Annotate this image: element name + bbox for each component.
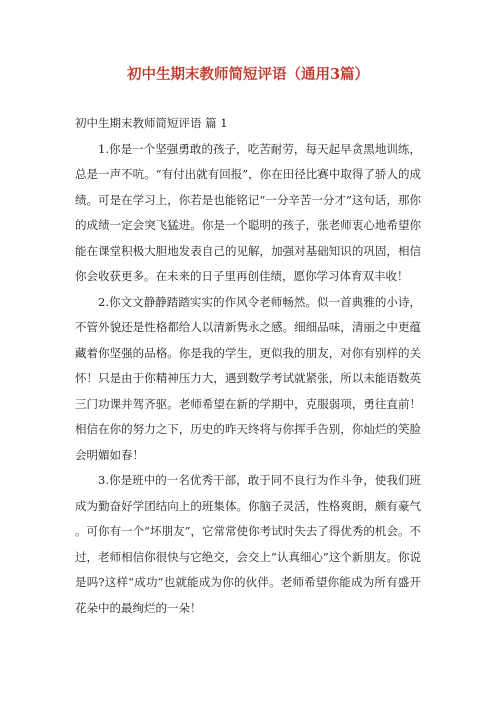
paragraph-3: 3.你是班中的一名优秀干部，敢于同不良行为作斗争，使我们班成为勤奋好学团结向上的班集体。你脑子灵活，性格爽朗，颇有豪气。可你有一个“坏朋友”，它常常使你考试时失去了得优秀的机会。不过，老师相信你很快与它绝交，会交上“认真细心”这个新朋友。你说是吗?这样“成功”也就能成为你的伙伴。老师希望你能成为所有盛开花朵中的最绚烂的一朵！ xyxy=(75,473,421,615)
paragraph-2: 2.你文文静静踏踏实实的作风令老师畅然。似一首典雅的小诗，不管外貌还是性格都给人以清新隽永之感。细细品味，清丽之中更蕴藏着你坚强的品格。你是我的学生，更似我的朋友，对你有别样的关怀！只是由于你精神压力大，遇到数学考试就紧张，所以未能语数英三门功课并驾齐驱。老师希望在新的学期中，克服弱项，勇往直前！相信在你的努力之下，历史的昨天终将与你挥手告别，你灿烂的笑脸会明媚如春！ xyxy=(75,294,421,462)
document-body xyxy=(75,111,421,621)
document-title: 初中生期末教师简短评语（通用3篇） xyxy=(126,66,370,83)
paragraph-1: 1.你是一个坚强勇敢的孩子，吃苦耐劳，每天起早贪黑地训练，总是一声不吭。“有付出就有回报”，你在田径比赛中取得了骄人的成绩。可是在学习上，你若是也能铭记“一分辛苦一分才”这句话，那你的成绩一定会突飞猛进。你是一个聪明的孩子，张老师衷心地希望你能在课堂积极大胆地发表自己的见解，加强对基础知识的巩固，相信你会收获更多。在未来的日子里再创佳绩，愿你学习体育双丰收！ xyxy=(75,141,421,283)
section-heading: 初中生期末教师简短评语 篇 1 xyxy=(75,116,228,130)
